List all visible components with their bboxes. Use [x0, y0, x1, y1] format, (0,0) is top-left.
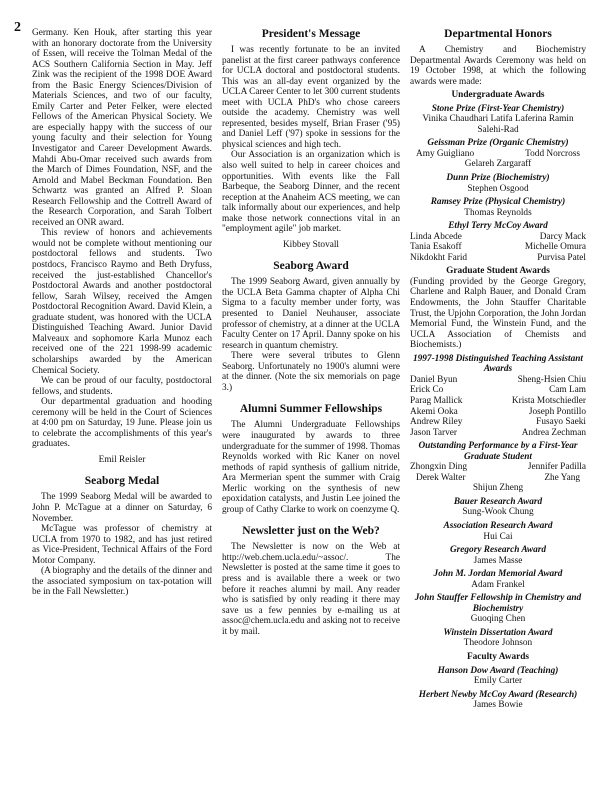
award-name: Zhe Yang	[544, 472, 580, 483]
award-name: Guoqing Chen	[470, 614, 526, 625]
award-title: Association Research Award	[443, 520, 553, 531]
newsletter-web-paragraph: The Newsletter is now on the Web at http://web.chem.ucla.edu/~assoc/. The Newsletter is posted at the same time it goes to press and is available there a week or two before it reaches alumni by mail. Any reader who is satisfied by only reading it there may save us a few pennies by e-mailing us at assoc@chem.ucla.edu and asking not to receive it by mail.	[222, 542, 400, 637]
award-title: John Stauffer Fellowship in Chemistry and Biochemistry	[414, 593, 582, 614]
award-name: Akemi Ooka	[410, 406, 458, 417]
award-name: Jason Tarver	[410, 427, 457, 438]
award-name: Joseph Pontillo	[528, 406, 586, 417]
undergraduate-awards-heading: Undergraduate Awards	[451, 90, 545, 101]
award-name: Amy Guigliano	[416, 148, 475, 159]
graduate-awards-heading: Graduate Student Awards	[446, 266, 550, 277]
award-name: Nikdokht Farid	[410, 252, 468, 263]
seaborg-medal-heading: Seaborg Medal	[84, 475, 160, 488]
name-pair	[410, 473, 586, 484]
award-name: Shijun Zheng	[472, 483, 524, 494]
fellowships-paragraph: The Alumni Undergraduate Fellowships were inaugurated by awards to three undergraduate for the summer of 1998. Thomas Reynolds worked with Ric Kaner on novel methods of rapid synthesis of gallium nitride, Ara Mermerian spent the summer with Craig Merlic working on the synthesis of new epoxidation catalysts, and Justin Lee joined the group of Cathy Clarke to work on coenzyme Q.	[222, 420, 400, 515]
tributes-paragraph: There were several tributes to Glenn Seaborg. Unfortunately no 1900's alumni were at the dinner. (Note the six memorials on page 3.)	[222, 351, 400, 393]
name-pair	[410, 462, 586, 473]
award-name: Andrea Zechman	[521, 427, 586, 438]
seaborg-medal-paragraph: The 1999 Seaborg Medal will be awarded to John P. McTague at a dinner on Saturday, 6 November.	[32, 492, 212, 524]
graduate-funding-note: (Funding provided by the George Gregory, Charlene and Ralph Bauer, and Donald Cram Endowments, the John Stauffer Charitable Trust, the Upjohn Corporation, the John Jordan Memorial Fund, the Winstein Fund, and the UCLA Association of Chemists and Biochemists.)	[410, 276, 586, 351]
award-name: Gelareh Zargaraff	[464, 159, 532, 170]
signature: Kibbey Stovall	[282, 239, 340, 250]
award-title: Stone Prize (First-Year Chemistry)	[431, 103, 565, 114]
award-title: John M. Jordan Memorial Award	[433, 569, 563, 580]
award-name: Adam Frankel	[471, 579, 525, 590]
award-title: Bauer Research Award	[453, 496, 543, 507]
award-name: Jennifer Padilla	[527, 462, 586, 473]
award-title: Herbert Newby McCoy Award (Research)	[418, 689, 578, 700]
award-name: Derek Walter	[416, 472, 466, 483]
name-pair	[410, 428, 586, 439]
award-name: Purvisa Patel	[537, 252, 586, 263]
name-pair	[410, 242, 586, 253]
award-title: Dunn Prize (Biochemistry)	[446, 173, 550, 184]
honors-paragraph: Germany. Ken Houk, after starting this year with an honorary doctorate from the University of Essen, will receive the Tolman Medal of the ACS Southern California Section in May. Jeff Zink was the recipient of the 1998 DOE Award from the Basic Energy Sciences/Division of Materials Sciences, and two of our faculty, Emily Carter and Peter Felker, were elected Fellows of the American Physical Society. We are especially happy with the success of our young faculty and their selection for Young Investigator and Career Development Awards. Mahdi Abu-Omar received such awards from the March of Dimes Foundation, NSF, and the Arnold and Mabel Beckman Foundation. Ben Schwartz was granted an Alfred P. Sloan Research Fellowship and the Cottrell Award of the Research Corporation, and Sarah Tolbert received an ONR award.	[32, 28, 212, 228]
alumni-fellowships-heading: Alumni Summer Fellowships	[239, 403, 383, 416]
award-title: Ethyl Terry McCoy Award	[448, 221, 548, 232]
award-name: Erick Co	[410, 385, 444, 396]
award-name: Tania Esakoff	[410, 242, 462, 253]
name-pair	[410, 385, 586, 396]
column-right	[410, 28, 586, 711]
graduation-paragraph: Our departmental graduation and hooding ceremony will be held in the Court of Sciences at 4:00 pm on Saturday, 19 June. Please join us to celebrate the accomplishments of this year's graduates.	[32, 397, 212, 450]
presidents-message-heading: President's Message	[261, 28, 361, 40]
name-pair	[410, 407, 586, 418]
proud-paragraph: We can be proud of our faculty, postdoctoral fellows, and students.	[32, 376, 212, 397]
award-name: James Bowie	[473, 700, 523, 711]
award-title: Ramsey Prize (Physical Chemistry)	[430, 197, 566, 208]
biography-note: (A biography and the details of the dinner and the associated symposium on tax-potation will be in the Fall Newsletter.)	[32, 566, 212, 598]
award-name: Todd Norcross	[525, 148, 580, 159]
award-name: James Masse	[473, 555, 523, 566]
name-pair	[410, 232, 586, 243]
award-name: Linda Abcede	[410, 231, 462, 242]
award-name: Theodore Johnson	[463, 638, 533, 649]
award-title: Hanson Dow Award (Teaching)	[437, 665, 559, 676]
award-name: Sung-Wook Chung	[462, 507, 534, 518]
award-title: 1997-1998 Distinguished Teaching Assistant Awards	[412, 353, 584, 375]
name-pair	[410, 417, 586, 428]
column-left	[32, 28, 212, 598]
honors-intro: A Chemistry and Biochemistry Departmental Awards Ceremony was held on 19 October 1998, at which the following awards were made:	[410, 45, 586, 87]
award-title: Geissman Prize (Organic Chemistry)	[427, 138, 569, 149]
award-name: Hui Cai	[483, 531, 513, 542]
award-title: Winstein Dissertation Award	[443, 627, 553, 638]
award-name: Zhongxin Ding	[410, 462, 468, 473]
name-pair	[410, 253, 586, 264]
award-name: Daniel Byun	[410, 374, 458, 385]
award-name: Parag Mallick	[410, 395, 463, 406]
name-pair	[410, 375, 586, 386]
award-title: Gregory Research Award	[449, 545, 547, 556]
award-name: Emily Carter	[473, 676, 523, 687]
honors-review-paragraph: This review of honors and achievements would not be complete without mentioning our postdoctoral fellows and students. Two postdocs, Francisco Raymo and Beth Dryfuss, received the just-established Chancellor's Postdoctoral Awards and another postdoctoral fellow, Sarah Wilsey, received the Amgen Postdoctoral Recognition Award. David Klein, a graduate student, was honored with the UCLA Distinguished Teaching Award. Junior David Malveaux and sophomore Karla Munoz each received one of the 221 1998-99 academic scholarships awarded by the American Chemical Society.	[32, 228, 212, 376]
faculty-awards-heading: Faculty Awards	[466, 651, 530, 662]
name-pair	[410, 149, 586, 160]
newsletter-web-heading: Newsletter just on the Web?	[242, 525, 380, 538]
presidents-message-paragraph: I was recently fortunate to be an invited panelist at the first career pathways conference for UCLA doctoral and postdoctoral students. This was an all-day event organized by the UCLA Career Center to let 300 current students meet with UCLA PhD's who chose careers outside the academy. Chemistry was well represented, besides myself, Brian Fraser ('95) and Daniel Leff ('97) spoke in sessions for the physical sciences and high tech.	[222, 45, 400, 150]
association-paragraph: Our Association is an organization which is also well suited to help in career choices and opportunities. With events like the Fall Barbeque, the Seaborg Dinner, and the recent reception at the Anaheim ACS meeting, we can talk informally about our experiences, and help make those network connections vital in an "employment agile" job market.	[222, 150, 400, 235]
mctague-paragraph: McTague was professor of chemistry at UCLA from 1970 to 1982, and has just retired as Vice-President, Technical Affairs of the Ford Motor Company.	[32, 524, 212, 566]
award-title: Outstanding Performance by a First-Year Graduate Student	[418, 441, 578, 462]
award-name: Cam Lam	[549, 385, 586, 396]
seaborg-award-heading: Seaborg Award	[273, 260, 349, 273]
award-name: Andrew Riley	[410, 417, 463, 428]
award-name: Fusayo Saeki	[536, 417, 586, 428]
seaborg-award-paragraph: The 1999 Seaborg Award, given annually by the UCLA Beta Gamma chapter of Alpha Chi Sigma to a faculty member under forty, was presented to Daniel Neuhauser, associate professor of chemistry, at a dinner at the UCLA Faculty Center on 17 April. Danny spoke on his research in quantum chemistry.	[222, 277, 400, 351]
award-name: Michelle Omura	[524, 242, 586, 253]
award-name: Sheng-Hsien Chiu	[517, 374, 586, 385]
award-name: Darcy Mack	[539, 231, 586, 242]
departmental-honors-heading: Departmental Honors	[444, 28, 552, 40]
signature: Emil Reisler	[98, 454, 146, 465]
award-name: Krista Motschiedler	[511, 395, 586, 406]
name-pair	[410, 396, 586, 407]
award-name: Thomas Reynolds	[464, 207, 532, 218]
page-number: 2	[14, 20, 21, 35]
award-names: Vinika Chaudhari Latifa Laferina Ramin Salehi-Rad	[422, 114, 574, 135]
award-name: Stephen Osgood	[467, 183, 529, 194]
column-middle	[222, 28, 400, 637]
